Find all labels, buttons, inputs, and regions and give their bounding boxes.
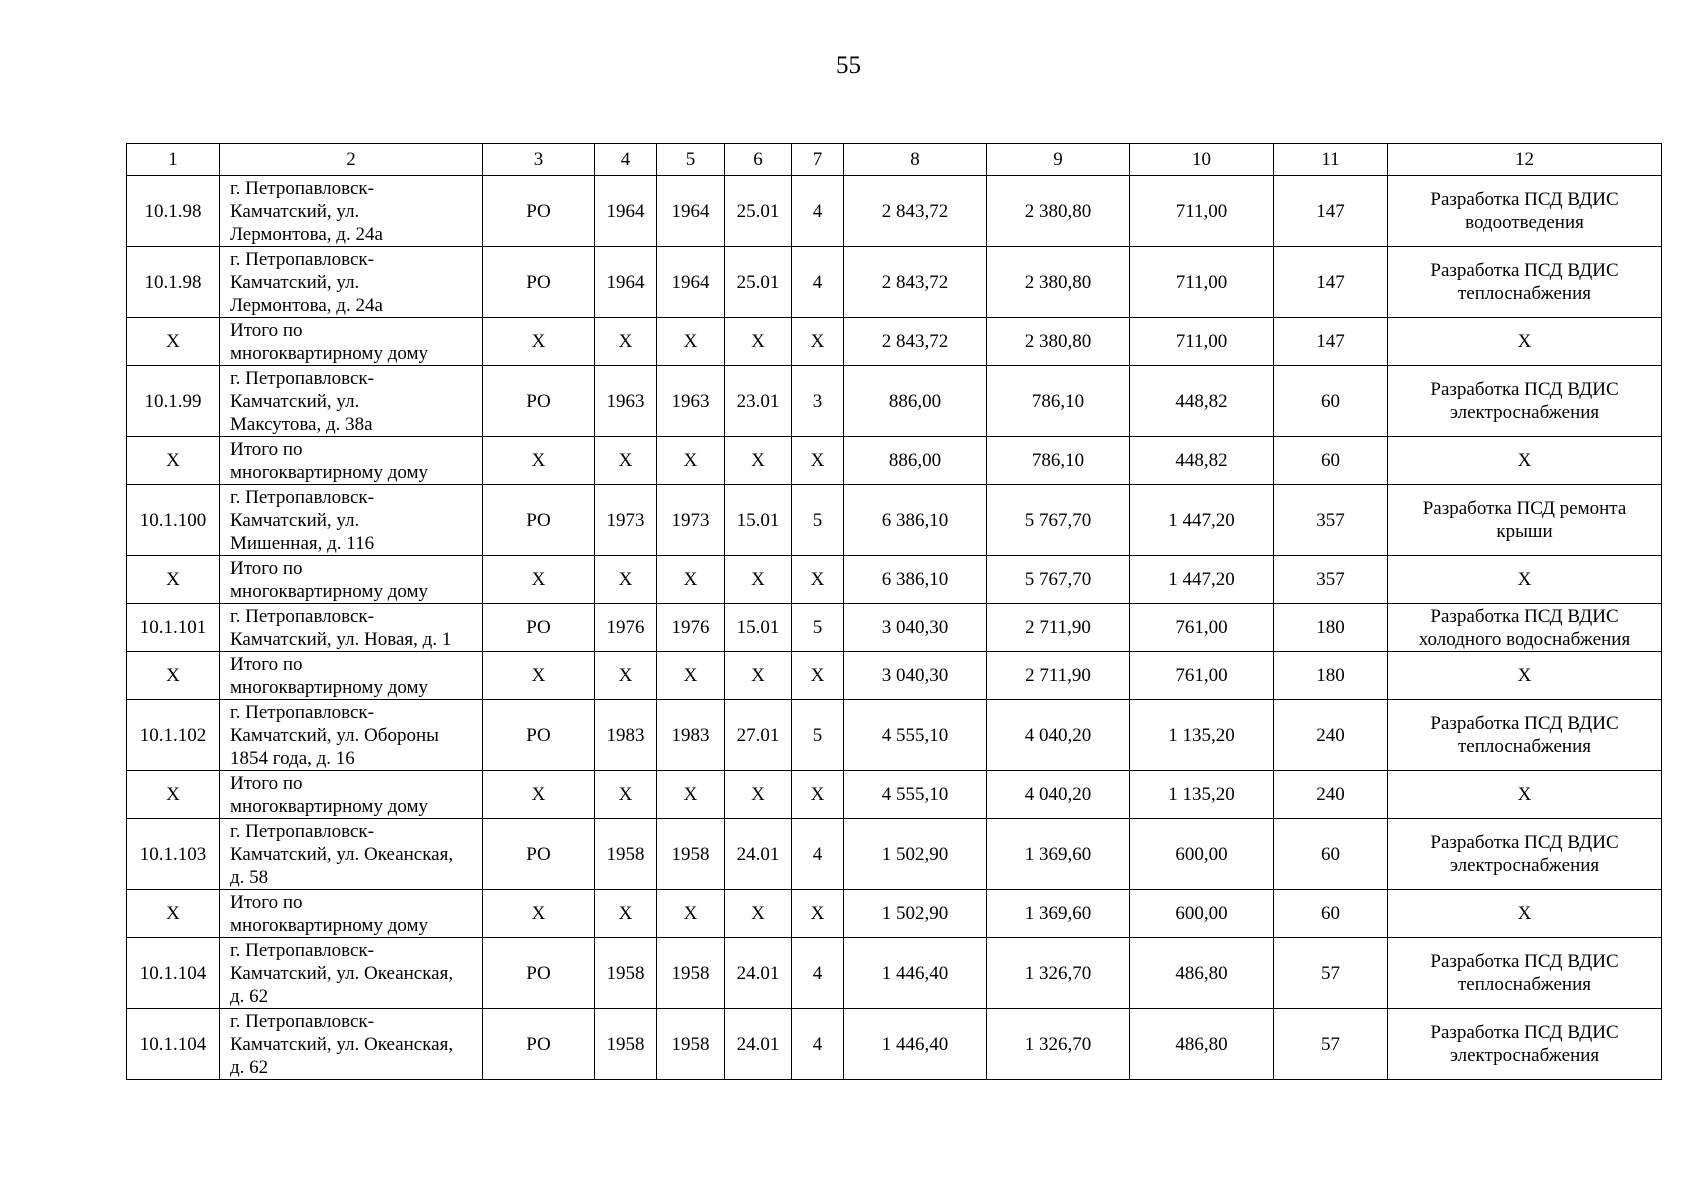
owner-type-cell: X: [483, 318, 595, 366]
address-cell: г. Петропавловск- Камчатский, ул. Мишенная, д. 116: [220, 485, 483, 556]
year-commissioned-cell: 1964: [657, 247, 725, 318]
project-series-cell: 24.01: [725, 1009, 792, 1080]
residents-cell: 180: [1274, 604, 1388, 652]
floors-cell: X: [792, 771, 844, 819]
total-area-cell: 886,00: [844, 437, 987, 485]
floors-cell: X: [792, 890, 844, 938]
row-number-cell: X: [127, 652, 220, 700]
year-commissioned-cell: 1964: [657, 176, 725, 247]
work-type-cell: X: [1388, 318, 1662, 366]
total-row: [127, 318, 1662, 366]
floors-cell: X: [792, 556, 844, 604]
owner-type-cell: РО: [483, 1009, 595, 1080]
row-number-cell: X: [127, 771, 220, 819]
table-row: [127, 1009, 1662, 1080]
address-cell: г. Петропавловск- Камчатский, ул. Новая, д. 1: [220, 604, 483, 652]
year-built-cell: X: [595, 652, 657, 700]
owner-type-cell: РО: [483, 819, 595, 890]
project-series-cell: 25.01: [725, 176, 792, 247]
address-cell: г. Петропавловск- Камчатский, ул. Обороны 1854 года, д. 16: [220, 700, 483, 771]
address-cell: г. Петропавловск- Камчатский, ул. Лермонтова, д. 24а: [220, 176, 483, 247]
row-number-cell: 10.1.102: [127, 700, 220, 771]
address-cell: Итого по многоквартирному дому: [220, 652, 483, 700]
year-commissioned-cell: X: [657, 556, 725, 604]
row-number-cell: X: [127, 437, 220, 485]
year-built-cell: 1958: [595, 1009, 657, 1080]
address-cell: Итого по многоквартирному дому: [220, 318, 483, 366]
column-number-cell: 6: [725, 144, 792, 176]
common-area-cell: 711,00: [1130, 318, 1274, 366]
year-built-cell: 1958: [595, 819, 657, 890]
total-area-cell: 6 386,10: [844, 485, 987, 556]
work-type-cell: Разработка ПСД ВДИС электроснабжения: [1388, 819, 1662, 890]
common-area-cell: 600,00: [1130, 890, 1274, 938]
year-built-cell: 1964: [595, 247, 657, 318]
year-commissioned-cell: 1958: [657, 819, 725, 890]
year-built-cell: X: [595, 890, 657, 938]
column-number-cell: 11: [1274, 144, 1388, 176]
living-area-cell: 1 369,60: [987, 819, 1130, 890]
common-area-cell: 1 135,20: [1130, 700, 1274, 771]
work-type-cell: Разработка ПСД ВДИС теплоснабжения: [1388, 700, 1662, 771]
living-area-cell: 2 380,80: [987, 318, 1130, 366]
work-type-cell: Разработка ПСД ВДИС теплоснабжения: [1388, 247, 1662, 318]
address-cell: Итого по многоквартирному дому: [220, 890, 483, 938]
total-area-cell: 4 555,10: [844, 700, 987, 771]
row-number-cell: 10.1.104: [127, 1009, 220, 1080]
column-number-cell: 1: [127, 144, 220, 176]
project-series-cell: X: [725, 556, 792, 604]
year-commissioned-cell: 1983: [657, 700, 725, 771]
common-area-cell: 600,00: [1130, 819, 1274, 890]
address-cell: г. Петропавловск- Камчатский, ул. Океанская, д. 58: [220, 819, 483, 890]
year-commissioned-cell: X: [657, 318, 725, 366]
row-number-cell: 10.1.98: [127, 247, 220, 318]
living-area-cell: 1 326,70: [987, 1009, 1130, 1080]
owner-type-cell: X: [483, 771, 595, 819]
year-commissioned-cell: 1973: [657, 485, 725, 556]
living-area-cell: 2 380,80: [987, 176, 1130, 247]
table-body: [127, 144, 1662, 1080]
work-type-cell: Разработка ПСД ремонта крыши: [1388, 485, 1662, 556]
total-area-cell: 6 386,10: [844, 556, 987, 604]
work-type-cell: Разработка ПСД ВДИС холодного водоснабжения: [1388, 604, 1662, 652]
floors-cell: 4: [792, 938, 844, 1009]
project-series-cell: 15.01: [725, 604, 792, 652]
year-commissioned-cell: X: [657, 890, 725, 938]
year-built-cell: X: [595, 556, 657, 604]
total-row: [127, 437, 1662, 485]
living-area-cell: 1 369,60: [987, 890, 1130, 938]
living-area-cell: 1 326,70: [987, 938, 1130, 1009]
column-number-cell: 3: [483, 144, 595, 176]
row-number-cell: 10.1.103: [127, 819, 220, 890]
address-cell: г. Петропавловск- Камчатский, ул. Океанская, д. 62: [220, 938, 483, 1009]
row-number-cell: 10.1.100: [127, 485, 220, 556]
common-area-cell: 711,00: [1130, 176, 1274, 247]
total-area-cell: 3 040,30: [844, 652, 987, 700]
floors-cell: 4: [792, 247, 844, 318]
owner-type-cell: РО: [483, 176, 595, 247]
table-row: [127, 247, 1662, 318]
common-area-cell: 1 447,20: [1130, 556, 1274, 604]
column-number-cell: 5: [657, 144, 725, 176]
year-built-cell: X: [595, 771, 657, 819]
column-number-row: [127, 144, 1662, 176]
year-built-cell: 1973: [595, 485, 657, 556]
year-commissioned-cell: X: [657, 652, 725, 700]
project-series-cell: 27.01: [725, 700, 792, 771]
year-built-cell: X: [595, 437, 657, 485]
total-row: [127, 771, 1662, 819]
common-area-cell: 1 135,20: [1130, 771, 1274, 819]
total-area-cell: 1 446,40: [844, 938, 987, 1009]
year-commissioned-cell: 1976: [657, 604, 725, 652]
row-number-cell: X: [127, 556, 220, 604]
column-number-cell: 9: [987, 144, 1130, 176]
row-number-cell: 10.1.101: [127, 604, 220, 652]
owner-type-cell: РО: [483, 485, 595, 556]
residents-cell: 357: [1274, 485, 1388, 556]
table-row: [127, 700, 1662, 771]
residents-cell: 60: [1274, 890, 1388, 938]
year-commissioned-cell: X: [657, 771, 725, 819]
living-area-cell: 2 711,90: [987, 652, 1130, 700]
floors-cell: X: [792, 437, 844, 485]
floors-cell: X: [792, 652, 844, 700]
year-built-cell: 1976: [595, 604, 657, 652]
table-row: [127, 485, 1662, 556]
project-series-cell: 24.01: [725, 819, 792, 890]
owner-type-cell: X: [483, 890, 595, 938]
total-row: [127, 652, 1662, 700]
row-number-cell: 10.1.98: [127, 176, 220, 247]
common-area-cell: 711,00: [1130, 247, 1274, 318]
column-number-cell: 4: [595, 144, 657, 176]
total-area-cell: 3 040,30: [844, 604, 987, 652]
residents-cell: 147: [1274, 247, 1388, 318]
residents-cell: 147: [1274, 176, 1388, 247]
column-number-cell: 7: [792, 144, 844, 176]
work-type-cell: Разработка ПСД ВДИС электроснабжения: [1388, 1009, 1662, 1080]
living-area-cell: 4 040,20: [987, 771, 1130, 819]
living-area-cell: 786,10: [987, 437, 1130, 485]
year-commissioned-cell: 1958: [657, 1009, 725, 1080]
floors-cell: 4: [792, 819, 844, 890]
project-series-cell: X: [725, 437, 792, 485]
work-type-cell: X: [1388, 652, 1662, 700]
owner-type-cell: РО: [483, 366, 595, 437]
address-cell: г. Петропавловск- Камчатский, ул. Океанская, д. 62: [220, 1009, 483, 1080]
work-type-cell: X: [1388, 890, 1662, 938]
project-series-cell: 24.01: [725, 938, 792, 1009]
common-area-cell: 761,00: [1130, 652, 1274, 700]
living-area-cell: 2 711,90: [987, 604, 1130, 652]
residents-cell: 60: [1274, 819, 1388, 890]
address-cell: Итого по многоквартирному дому: [220, 556, 483, 604]
living-area-cell: 5 767,70: [987, 485, 1130, 556]
address-cell: Итого по многоквартирному дому: [220, 437, 483, 485]
floors-cell: 5: [792, 700, 844, 771]
project-series-cell: 15.01: [725, 485, 792, 556]
work-type-cell: Разработка ПСД ВДИС водоотведения: [1388, 176, 1662, 247]
registry-table: [126, 143, 1662, 1080]
table-row: [127, 819, 1662, 890]
owner-type-cell: РО: [483, 604, 595, 652]
column-number-cell: 12: [1388, 144, 1662, 176]
owner-type-cell: РО: [483, 700, 595, 771]
project-series-cell: X: [725, 318, 792, 366]
total-area-cell: 1 502,90: [844, 819, 987, 890]
row-number-cell: 10.1.104: [127, 938, 220, 1009]
residents-cell: 240: [1274, 700, 1388, 771]
total-row: [127, 890, 1662, 938]
year-commissioned-cell: 1958: [657, 938, 725, 1009]
residents-cell: 60: [1274, 366, 1388, 437]
total-area-cell: 2 843,72: [844, 176, 987, 247]
year-commissioned-cell: X: [657, 437, 725, 485]
residents-cell: 357: [1274, 556, 1388, 604]
common-area-cell: 1 447,20: [1130, 485, 1274, 556]
year-built-cell: 1958: [595, 938, 657, 1009]
residents-cell: 180: [1274, 652, 1388, 700]
column-number-cell: 8: [844, 144, 987, 176]
year-built-cell: X: [595, 318, 657, 366]
address-cell: г. Петропавловск- Камчатский, ул. Максутова, д. 38а: [220, 366, 483, 437]
row-number-cell: X: [127, 318, 220, 366]
work-type-cell: Разработка ПСД ВДИС электроснабжения: [1388, 366, 1662, 437]
owner-type-cell: X: [483, 556, 595, 604]
table-row: [127, 366, 1662, 437]
table-row: [127, 176, 1662, 247]
total-area-cell: 2 843,72: [844, 247, 987, 318]
residents-cell: 57: [1274, 938, 1388, 1009]
living-area-cell: 5 767,70: [987, 556, 1130, 604]
column-number-cell: 2: [220, 144, 483, 176]
residents-cell: 57: [1274, 1009, 1388, 1080]
total-area-cell: 1 502,90: [844, 890, 987, 938]
common-area-cell: 761,00: [1130, 604, 1274, 652]
common-area-cell: 448,82: [1130, 366, 1274, 437]
table-row: [127, 604, 1662, 652]
total-area-cell: 886,00: [844, 366, 987, 437]
project-series-cell: X: [725, 652, 792, 700]
floors-cell: 4: [792, 176, 844, 247]
table-row: [127, 938, 1662, 1009]
floors-cell: 5: [792, 485, 844, 556]
residents-cell: 60: [1274, 437, 1388, 485]
owner-type-cell: РО: [483, 938, 595, 1009]
address-cell: г. Петропавловск- Камчатский, ул. Лермонтова, д. 24а: [220, 247, 483, 318]
residents-cell: 240: [1274, 771, 1388, 819]
total-area-cell: 2 843,72: [844, 318, 987, 366]
row-number-cell: 10.1.99: [127, 366, 220, 437]
work-type-cell: X: [1388, 556, 1662, 604]
floors-cell: 4: [792, 1009, 844, 1080]
row-number-cell: X: [127, 890, 220, 938]
work-type-cell: X: [1388, 437, 1662, 485]
floors-cell: 5: [792, 604, 844, 652]
living-area-cell: 4 040,20: [987, 700, 1130, 771]
owner-type-cell: РО: [483, 247, 595, 318]
total-area-cell: 1 446,40: [844, 1009, 987, 1080]
project-series-cell: X: [725, 771, 792, 819]
living-area-cell: 786,10: [987, 366, 1130, 437]
column-number-cell: 10: [1130, 144, 1274, 176]
owner-type-cell: X: [483, 437, 595, 485]
total-area-cell: 4 555,10: [844, 771, 987, 819]
common-area-cell: 448,82: [1130, 437, 1274, 485]
total-row: [127, 556, 1662, 604]
page-number: 55: [836, 52, 861, 79]
address-cell: Итого по многоквартирному дому: [220, 771, 483, 819]
owner-type-cell: X: [483, 652, 595, 700]
floors-cell: 3: [792, 366, 844, 437]
year-built-cell: 1964: [595, 176, 657, 247]
project-series-cell: 25.01: [725, 247, 792, 318]
year-built-cell: 1983: [595, 700, 657, 771]
year-commissioned-cell: 1963: [657, 366, 725, 437]
common-area-cell: 486,80: [1130, 1009, 1274, 1080]
residents-cell: 147: [1274, 318, 1388, 366]
work-type-cell: Разработка ПСД ВДИС теплоснабжения: [1388, 938, 1662, 1009]
work-type-cell: X: [1388, 771, 1662, 819]
year-built-cell: 1963: [595, 366, 657, 437]
project-series-cell: 23.01: [725, 366, 792, 437]
project-series-cell: X: [725, 890, 792, 938]
living-area-cell: 2 380,80: [987, 247, 1130, 318]
common-area-cell: 486,80: [1130, 938, 1274, 1009]
floors-cell: X: [792, 318, 844, 366]
